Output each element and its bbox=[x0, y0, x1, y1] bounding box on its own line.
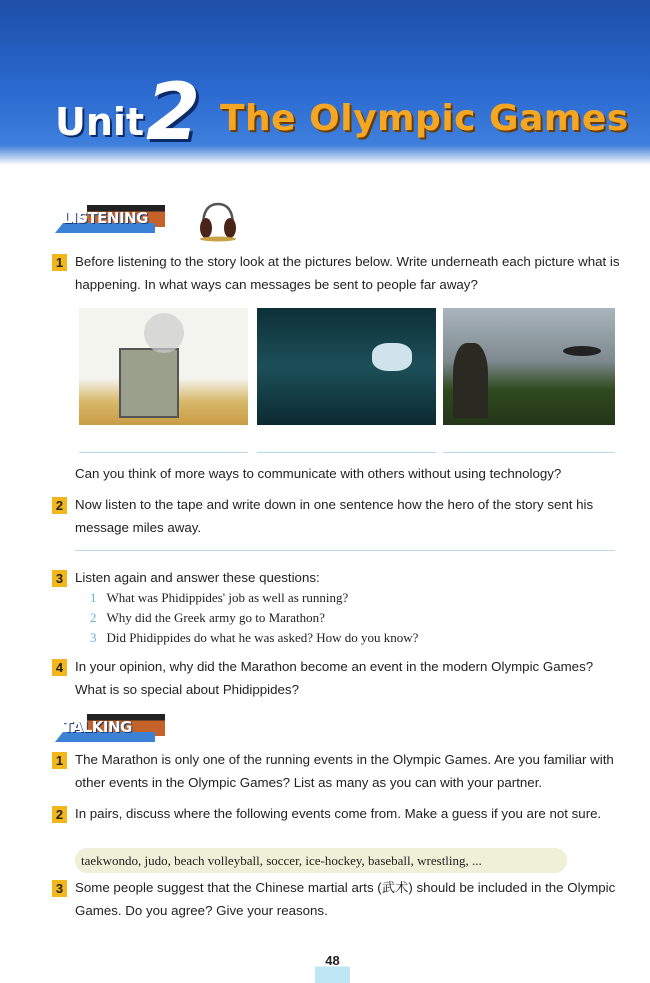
message-in-bottle-picture bbox=[257, 308, 436, 425]
sub-question: 1 What was Phidippides' job as well as running? bbox=[90, 590, 349, 605]
answer-line[interactable] bbox=[257, 452, 436, 453]
answer-line[interactable] bbox=[443, 452, 615, 453]
question-number: 3 bbox=[52, 880, 67, 897]
answer-line[interactable] bbox=[75, 550, 615, 551]
page-number: 48 bbox=[315, 950, 350, 983]
unit-label: Unit bbox=[55, 100, 145, 144]
listening-q2-text: Now listen to the tape and write down in one sentence how the hero of the story sent his message miles away. bbox=[75, 497, 594, 535]
listening-badge bbox=[55, 205, 165, 233]
sub-question: 3 Did Phidippides do what he was asked? How do you know? bbox=[90, 630, 419, 645]
question-number: 2 bbox=[52, 806, 67, 823]
talking-q2-text: In pairs, discuss where the following events come from. Make a guess if you are not sure. bbox=[75, 806, 602, 821]
listening-label: LISTENING bbox=[63, 209, 148, 227]
question-number: 2 bbox=[52, 497, 67, 514]
unit-number: 2 bbox=[146, 68, 201, 158]
answer-line[interactable] bbox=[79, 452, 248, 453]
headphones-icon bbox=[195, 200, 241, 242]
listening-q4-text: In your opinion, why did the Marathon become an event in the modern Olympic Games? What is so special about Phidippides? bbox=[75, 659, 594, 697]
talking-label: TALKING bbox=[63, 718, 132, 736]
sub-question: 2 Why did the Greek army go to Marathon? bbox=[90, 610, 325, 625]
carrier-pigeon-picture bbox=[443, 308, 615, 425]
unit-title: The Olympic Games bbox=[220, 98, 629, 139]
events-list: taekwondo, judo, beach volleyball, soccer, ice-hockey, baseball, wrestling, ... bbox=[75, 848, 567, 873]
talking-q3-text: Some people suggest that the Chinese martial arts (武术) should be included in the Olympic Games. Do you agree? Give your reasons. bbox=[75, 880, 616, 918]
listening-q3-text: Listen again and answer these questions: bbox=[75, 570, 320, 585]
listening-q1-text: Before listening to the story look at the pictures below. Write underneath each picture what is happening. In what ways can messages be sent to people far away? bbox=[75, 254, 620, 292]
unit-banner bbox=[0, 0, 650, 165]
question-number: 1 bbox=[52, 254, 67, 271]
great-wall-beacon-picture bbox=[79, 308, 248, 425]
question-number: 4 bbox=[52, 659, 67, 676]
question-number: 3 bbox=[52, 570, 67, 587]
question-number: 1 bbox=[52, 752, 67, 769]
listening-follow-up: Can you think of more ways to communicate with others without using technology? bbox=[75, 466, 562, 481]
talking-badge bbox=[55, 714, 165, 742]
talking-q1-text: The Marathon is only one of the running events in the Olympic Games. Are you familiar with other events in the Olympic Games? List as many as you can with your partner. bbox=[75, 752, 614, 790]
